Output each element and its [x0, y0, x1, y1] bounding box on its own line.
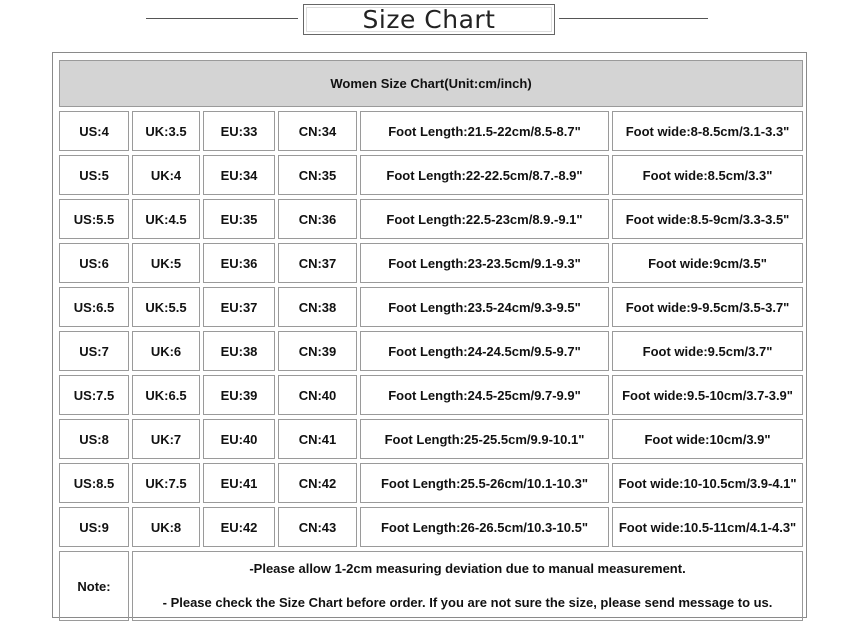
us-size-cell: US:9 — [59, 507, 129, 547]
header-title-box — [303, 4, 555, 35]
table-row — [59, 243, 803, 283]
uk-size-cell: UK:5.5 — [132, 287, 200, 327]
eu-size-cell: EU:34 — [203, 155, 275, 195]
foot-length-cell: Foot Length:22.5-23cm/8.9.-9.1" — [360, 199, 609, 239]
eu-size-cell: EU:35 — [203, 199, 275, 239]
eu-size-cell: EU:42 — [203, 507, 275, 547]
us-size-cell: US:4 — [59, 111, 129, 151]
foot-width-cell: Foot wide:8-8.5cm/3.1-3.3" — [612, 111, 803, 151]
foot-width-cell: Foot wide:9-9.5cm/3.5-3.7" — [612, 287, 803, 327]
note-line: - Please check the Size Chart before order. If you are not sure the size, please send message to us. — [162, 595, 773, 610]
uk-size-cell: UK:7 — [132, 419, 200, 459]
uk-size-cell: UK:4 — [132, 155, 200, 195]
foot-width-cell: Foot wide:8.5cm/3.3" — [612, 155, 803, 195]
size-chart-table — [56, 56, 806, 625]
uk-size-cell: UK:8 — [132, 507, 200, 547]
table-row — [59, 199, 803, 239]
note-row — [59, 551, 803, 621]
header-rule-left — [146, 18, 298, 19]
us-size-cell: US:8 — [59, 419, 129, 459]
page-title: Size Chart — [362, 5, 496, 34]
cn-size-cell: CN:38 — [278, 287, 357, 327]
table-row — [59, 155, 803, 195]
uk-size-cell: UK:7.5 — [132, 463, 200, 503]
cn-size-cell: CN:37 — [278, 243, 357, 283]
foot-length-cell: Foot Length:26-26.5cm/10.3-10.5" — [360, 507, 609, 547]
size-chart-body — [59, 60, 803, 621]
table-row — [59, 463, 803, 503]
foot-width-cell: Foot wide:9.5-10cm/3.7-3.9" — [612, 375, 803, 415]
foot-length-cell: Foot Length:25-25.5cm/9.9-10.1" — [360, 419, 609, 459]
table-row — [59, 111, 803, 151]
table-row — [59, 375, 803, 415]
foot-length-cell: Foot Length:22-22.5cm/8.7.-8.9" — [360, 155, 609, 195]
foot-length-cell: Foot Length:25.5-26cm/10.1-10.3" — [360, 463, 609, 503]
us-size-cell: US:5.5 — [59, 199, 129, 239]
uk-size-cell: UK:5 — [132, 243, 200, 283]
foot-length-cell: Foot Length:24.5-25cm/9.7-9.9" — [360, 375, 609, 415]
us-size-cell: US:6.5 — [59, 287, 129, 327]
eu-size-cell: EU:37 — [203, 287, 275, 327]
cn-size-cell: CN:42 — [278, 463, 357, 503]
cn-size-cell: CN:35 — [278, 155, 357, 195]
cn-size-cell: CN:36 — [278, 199, 357, 239]
foot-length-cell: Foot Length:21.5-22cm/8.5-8.7" — [360, 111, 609, 151]
foot-length-cell: Foot Length:23.5-24cm/9.3-9.5" — [360, 287, 609, 327]
cn-size-cell: CN:43 — [278, 507, 357, 547]
cn-size-cell: CN:39 — [278, 331, 357, 371]
us-size-cell: US:7.5 — [59, 375, 129, 415]
table-row — [59, 331, 803, 371]
us-size-cell: US:7 — [59, 331, 129, 371]
uk-size-cell: UK:6.5 — [132, 375, 200, 415]
header-rule-right — [559, 18, 708, 19]
us-size-cell: US:5 — [59, 155, 129, 195]
foot-width-cell: Foot wide:8.5-9cm/3.3-3.5" — [612, 199, 803, 239]
table-title: Women Size Chart(Unit:cm/inch) — [59, 60, 803, 107]
eu-size-cell: EU:40 — [203, 419, 275, 459]
eu-size-cell: EU:33 — [203, 111, 275, 151]
us-size-cell: US:8.5 — [59, 463, 129, 503]
eu-size-cell: EU:41 — [203, 463, 275, 503]
foot-length-cell: Foot Length:23-23.5cm/9.1-9.3" — [360, 243, 609, 283]
uk-size-cell: UK:4.5 — [132, 199, 200, 239]
foot-width-cell: Foot wide:9cm/3.5" — [612, 243, 803, 283]
eu-size-cell: EU:38 — [203, 331, 275, 371]
eu-size-cell: EU:39 — [203, 375, 275, 415]
cn-size-cell: CN:34 — [278, 111, 357, 151]
uk-size-cell: UK:3.5 — [132, 111, 200, 151]
cn-size-cell: CN:40 — [278, 375, 357, 415]
size-chart-frame — [52, 52, 807, 618]
foot-width-cell: Foot wide:10.5-11cm/4.1-4.3" — [612, 507, 803, 547]
note-text — [132, 551, 803, 621]
uk-size-cell: UK:6 — [132, 331, 200, 371]
foot-width-cell: Foot wide:9.5cm/3.7" — [612, 331, 803, 371]
note-line: -Please allow 1-2cm measuring deviation due to manual measurement. — [249, 561, 686, 576]
table-header-row — [59, 60, 803, 107]
eu-size-cell: EU:36 — [203, 243, 275, 283]
foot-width-cell: Foot wide:10-10.5cm/3.9-4.1" — [612, 463, 803, 503]
cn-size-cell: CN:41 — [278, 419, 357, 459]
table-row — [59, 507, 803, 547]
foot-width-cell: Foot wide:10cm/3.9" — [612, 419, 803, 459]
table-row — [59, 419, 803, 459]
note-label: Note: — [59, 551, 129, 621]
us-size-cell: US:6 — [59, 243, 129, 283]
table-row — [59, 287, 803, 327]
foot-length-cell: Foot Length:24-24.5cm/9.5-9.7" — [360, 331, 609, 371]
